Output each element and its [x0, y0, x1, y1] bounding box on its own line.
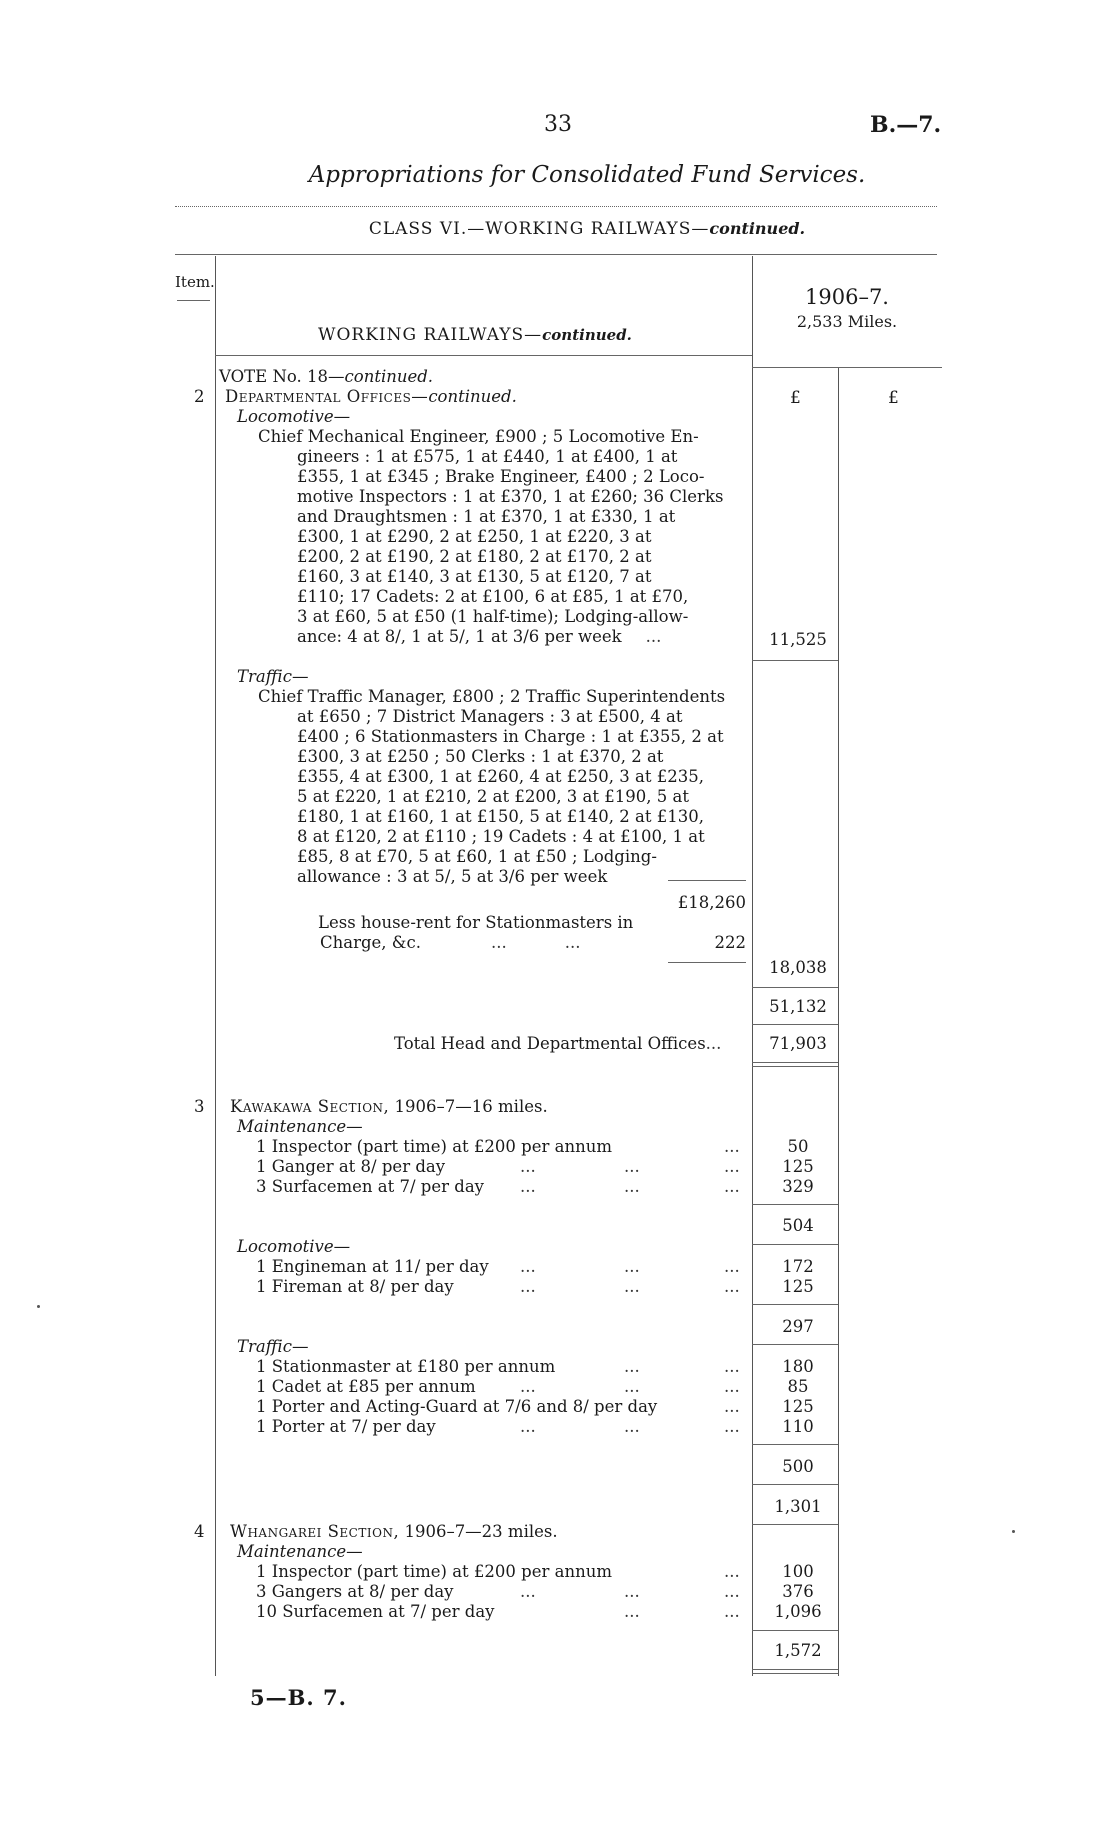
leader-dots: ...: [724, 1157, 740, 1176]
traffic-line-5: £355, 4 at £300, 1 at £260, 4 at £250, 3 at £235,: [297, 767, 704, 786]
grand-total: 71,903: [769, 1034, 827, 1053]
locomotive-line-5: and Draughtsmen : 1 at £370, 1 at £330, 1 at: [297, 507, 676, 526]
locomotive-line-2: gineers : 1 at £575, 1 at £440, 1 at £400, 1 at: [297, 447, 678, 466]
miles-column-header: 2,533 Miles.: [796, 312, 898, 331]
grand-total-double-rule: [752, 1066, 838, 1067]
kawakawa-locomotive-heading: Locomotive—: [237, 1237, 351, 1256]
year-column-header: 1906–7.: [805, 285, 889, 309]
whangarei-section-heading: Whangarei Section, 1906–7—23 miles.: [230, 1522, 558, 1541]
less-house-rent-rule: [668, 962, 746, 963]
departmental-subtotal: 51,132: [769, 997, 827, 1016]
section-title: WORKING RAILWAYS—continued.: [318, 325, 632, 345]
traffic-line-4: £300, 3 at £250 ; 50 Clerks : 1 at £370, 2 at: [297, 747, 664, 766]
kawakawa-traffic-heading: Traffic—: [237, 1337, 309, 1356]
kawakawa-row: 1 Fireman at 8/ per day: [256, 1277, 454, 1296]
page-title: Appropriations for Consolidated Fund Services.: [308, 162, 866, 188]
vote-line: VOTE No. 18—continued.: [219, 367, 434, 386]
item-number-4: 4: [194, 1522, 205, 1541]
kawakawa-value: 125: [782, 1157, 814, 1176]
leader-dots: ...: [724, 1177, 740, 1196]
leader-dots: ...: [520, 1257, 536, 1276]
locomotive-line-1: Chief Mechanical Engineer, £900 ; 5 Locomotive En-: [258, 427, 699, 446]
kawakawa-value: 50: [787, 1137, 809, 1156]
leader-dots: ...: [624, 1157, 640, 1176]
kawakawa-section-total: 1,301: [774, 1497, 822, 1516]
whangarei-total-rule: [752, 1669, 838, 1670]
locomotive-total: 11,525: [769, 630, 827, 649]
traffic-line-8: 8 at £120, 2 at £110 ; 19 Cadets : 4 at £100, 1 at: [297, 827, 705, 846]
locomotive-line-4: motive Inspectors : 1 at £370, 1 at £260; 36 Clerks: [297, 487, 724, 506]
whangarei-value: 100: [782, 1562, 814, 1581]
less-house-rent-amount: 222: [714, 933, 746, 952]
traffic-line-1: Chief Traffic Manager, £800 ; 2 Traffic Superintendents: [258, 687, 726, 706]
leader-dots: ...: [520, 1157, 536, 1176]
locomotive-total-rule: [752, 660, 838, 661]
kawakawa-traffic-total-rule: [752, 1484, 838, 1485]
traffic-gross-rule: [668, 880, 746, 881]
kawakawa-maintenance-heading: Maintenance—: [237, 1117, 363, 1136]
leader-dots: ...: [724, 1397, 740, 1416]
item-header-underline: [177, 300, 210, 301]
traffic-total: 18,038: [769, 958, 827, 977]
leader-dots: ...: [520, 1582, 536, 1601]
leader-dots: ...: [724, 1277, 740, 1296]
locomotive-line-6: £300, 1 at £290, 2 at £250, 1 at £220, 3 at: [297, 527, 652, 546]
kawakawa-section-total-rule: [752, 1524, 838, 1525]
item-column-rule: [215, 256, 216, 1676]
kawakawa-maintenance-total: 504: [782, 1216, 814, 1235]
leader-dots: ...: [724, 1257, 740, 1276]
traffic-heading: Traffic—: [237, 667, 309, 686]
kawakawa-row: 1 Stationmaster at £180 per annum: [256, 1357, 556, 1376]
traffic-line-3: £400 ; 6 Stationmasters in Charge : 1 at £355, 2 at: [297, 727, 724, 746]
page-number: 33: [544, 112, 572, 137]
grand-total-label: Total Head and Departmental Offices...: [394, 1034, 722, 1053]
whangarei-value: 376: [782, 1582, 814, 1601]
leader-dots: ...: [520, 1417, 536, 1436]
kawakawa-row: 1 Porter at 7/ per day: [256, 1417, 436, 1436]
signature-mark: 5—B. 7.: [250, 1685, 347, 1710]
kawakawa-locomotive-rule: [752, 1304, 838, 1305]
amount-column-rule-right: [838, 368, 839, 1676]
kawakawa-row: 1 Inspector (part time) at £200 per annum: [256, 1137, 612, 1156]
leader-dots: ...: [624, 1257, 640, 1276]
kawakawa-value: 125: [782, 1397, 814, 1416]
leader-dots: ...: [624, 1277, 640, 1296]
leader-dots: ...: [724, 1417, 740, 1436]
whangarei-row: 10 Surfacemen at 7/ per day: [256, 1602, 495, 1621]
less-house-rent-line-1: Less house-rent for Stationmasters in: [318, 913, 634, 932]
kawakawa-value: 110: [782, 1417, 814, 1436]
departmental-subtotal-rule: [752, 1024, 838, 1025]
kawakawa-value: 125: [782, 1277, 814, 1296]
locomotive-line-8: £160, 3 at £140, 3 at £130, 5 at £120, 7 at: [297, 567, 652, 586]
locomotive-line-3: £355, 1 at £345 ; Brake Engineer, £400 ; 2 Loco-: [297, 467, 705, 486]
leader-dots: ...: [724, 1137, 740, 1156]
section-header-underline: [215, 355, 752, 356]
leader-dots: ...: [724, 1562, 740, 1581]
departmental-offices-heading: Departmental Offices—continued.: [225, 387, 517, 406]
locomotive-line-10: 3 at £60, 5 at £50 (1 half-time); Lodging-allow-: [297, 607, 689, 626]
leader-dots: ...: [724, 1357, 740, 1376]
whangarei-row: 1 Inspector (part time) at £200 per annum: [256, 1562, 612, 1581]
scan-speck: [37, 1305, 40, 1308]
kawakawa-maintenance-total-rule: [752, 1244, 838, 1245]
currency-col2: £: [888, 388, 899, 408]
year-header-underline: [752, 367, 942, 368]
grand-total-rule: [752, 1062, 838, 1063]
traffic-gross: £18,260: [677, 893, 746, 912]
item-number-3: 3: [194, 1097, 205, 1116]
kawakawa-locomotive-total-rule: [752, 1344, 838, 1345]
less-house-rent-line-2: Charge, &c. ... ...: [320, 933, 581, 952]
traffic-line-2: at £650 ; 7 District Managers : 3 at £500, 4 at: [297, 707, 683, 726]
whangarei-maintenance-rule: [752, 1630, 838, 1631]
traffic-line-9: £85, 8 at £70, 5 at £60, 1 at £50 ; Lodging-: [297, 847, 657, 866]
leader-dots: ...: [624, 1377, 640, 1396]
kawakawa-row: 1 Porter and Acting-Guard at 7/6 and 8/ per day: [256, 1397, 658, 1416]
title-rule: [175, 206, 937, 207]
locomotive-line-9: £110; 17 Cadets: 2 at £100, 6 at £85, 1 at £70,: [297, 587, 689, 606]
leader-dots: ...: [724, 1582, 740, 1601]
kawakawa-maintenance-rule: [752, 1204, 838, 1205]
traffic-line-10: allowance : 3 at 5/, 5 at 3/6 per week: [297, 867, 608, 886]
leader-dots: ...: [624, 1582, 640, 1601]
kawakawa-locomotive-total: 297: [782, 1317, 814, 1336]
leader-dots: ...: [520, 1277, 536, 1296]
kawakawa-section-heading: Kawakawa Section, 1906–7—16 miles.: [230, 1097, 548, 1116]
leader-dots: ...: [724, 1602, 740, 1621]
whangarei-total-double-rule: [752, 1673, 838, 1674]
kawakawa-row: 3 Surfacemen at 7/ per day: [256, 1177, 484, 1196]
traffic-line-7: £180, 1 at £160, 1 at £150, 5 at £140, 2 at £130,: [297, 807, 704, 826]
scan-speck: [1012, 1530, 1015, 1533]
kawakawa-value: 329: [782, 1177, 814, 1196]
locomotive-line-11: ance: 4 at 8/, 1 at 5/, 1 at 3/6 per week ...: [297, 627, 662, 646]
kawakawa-value: 172: [782, 1257, 814, 1276]
leader-dots: ...: [520, 1177, 536, 1196]
leader-dots: ...: [624, 1602, 640, 1621]
amount-column-rule-left: [752, 256, 753, 1676]
whangarei-maintenance-heading: Maintenance—: [237, 1542, 363, 1561]
leader-dots: ...: [520, 1377, 536, 1396]
class-heading-rule: [175, 254, 937, 255]
leader-dots: ...: [624, 1417, 640, 1436]
leader-dots: ...: [724, 1377, 740, 1396]
kawakawa-traffic-total: 500: [782, 1457, 814, 1476]
kawakawa-row: 1 Ganger at 8/ per day: [256, 1157, 446, 1176]
locomotive-line-7: £200, 2 at £190, 2 at £180, 2 at £170, 2 at: [297, 547, 652, 566]
document-reference: B.—7.: [870, 112, 942, 138]
whangarei-row: 3 Gangers at 8/ per day: [256, 1582, 454, 1601]
leader-dots: ...: [624, 1357, 640, 1376]
kawakawa-value: 180: [782, 1357, 814, 1376]
locomotive-heading: Locomotive—: [237, 407, 351, 426]
item-column-header: Item.: [175, 273, 215, 291]
leader-dots: ...: [624, 1177, 640, 1196]
kawakawa-traffic-rule: [752, 1444, 838, 1445]
currency-col1: £: [790, 388, 801, 408]
traffic-total-rule: [752, 987, 838, 988]
kawakawa-value: 85: [787, 1377, 809, 1396]
whangarei-maintenance-total: 1,572: [774, 1641, 822, 1660]
item-number-2: 2: [194, 387, 205, 406]
kawakawa-row: 1 Cadet at £85 per annum: [256, 1377, 476, 1396]
traffic-line-6: 5 at £220, 1 at £210, 2 at £200, 3 at £190, 5 at: [297, 787, 689, 806]
class-heading: CLASS VI.—WORKING RAILWAYS—continued.: [368, 219, 806, 239]
kawakawa-row: 1 Engineman at 11/ per day: [256, 1257, 489, 1276]
whangarei-value: 1,096: [774, 1602, 822, 1621]
